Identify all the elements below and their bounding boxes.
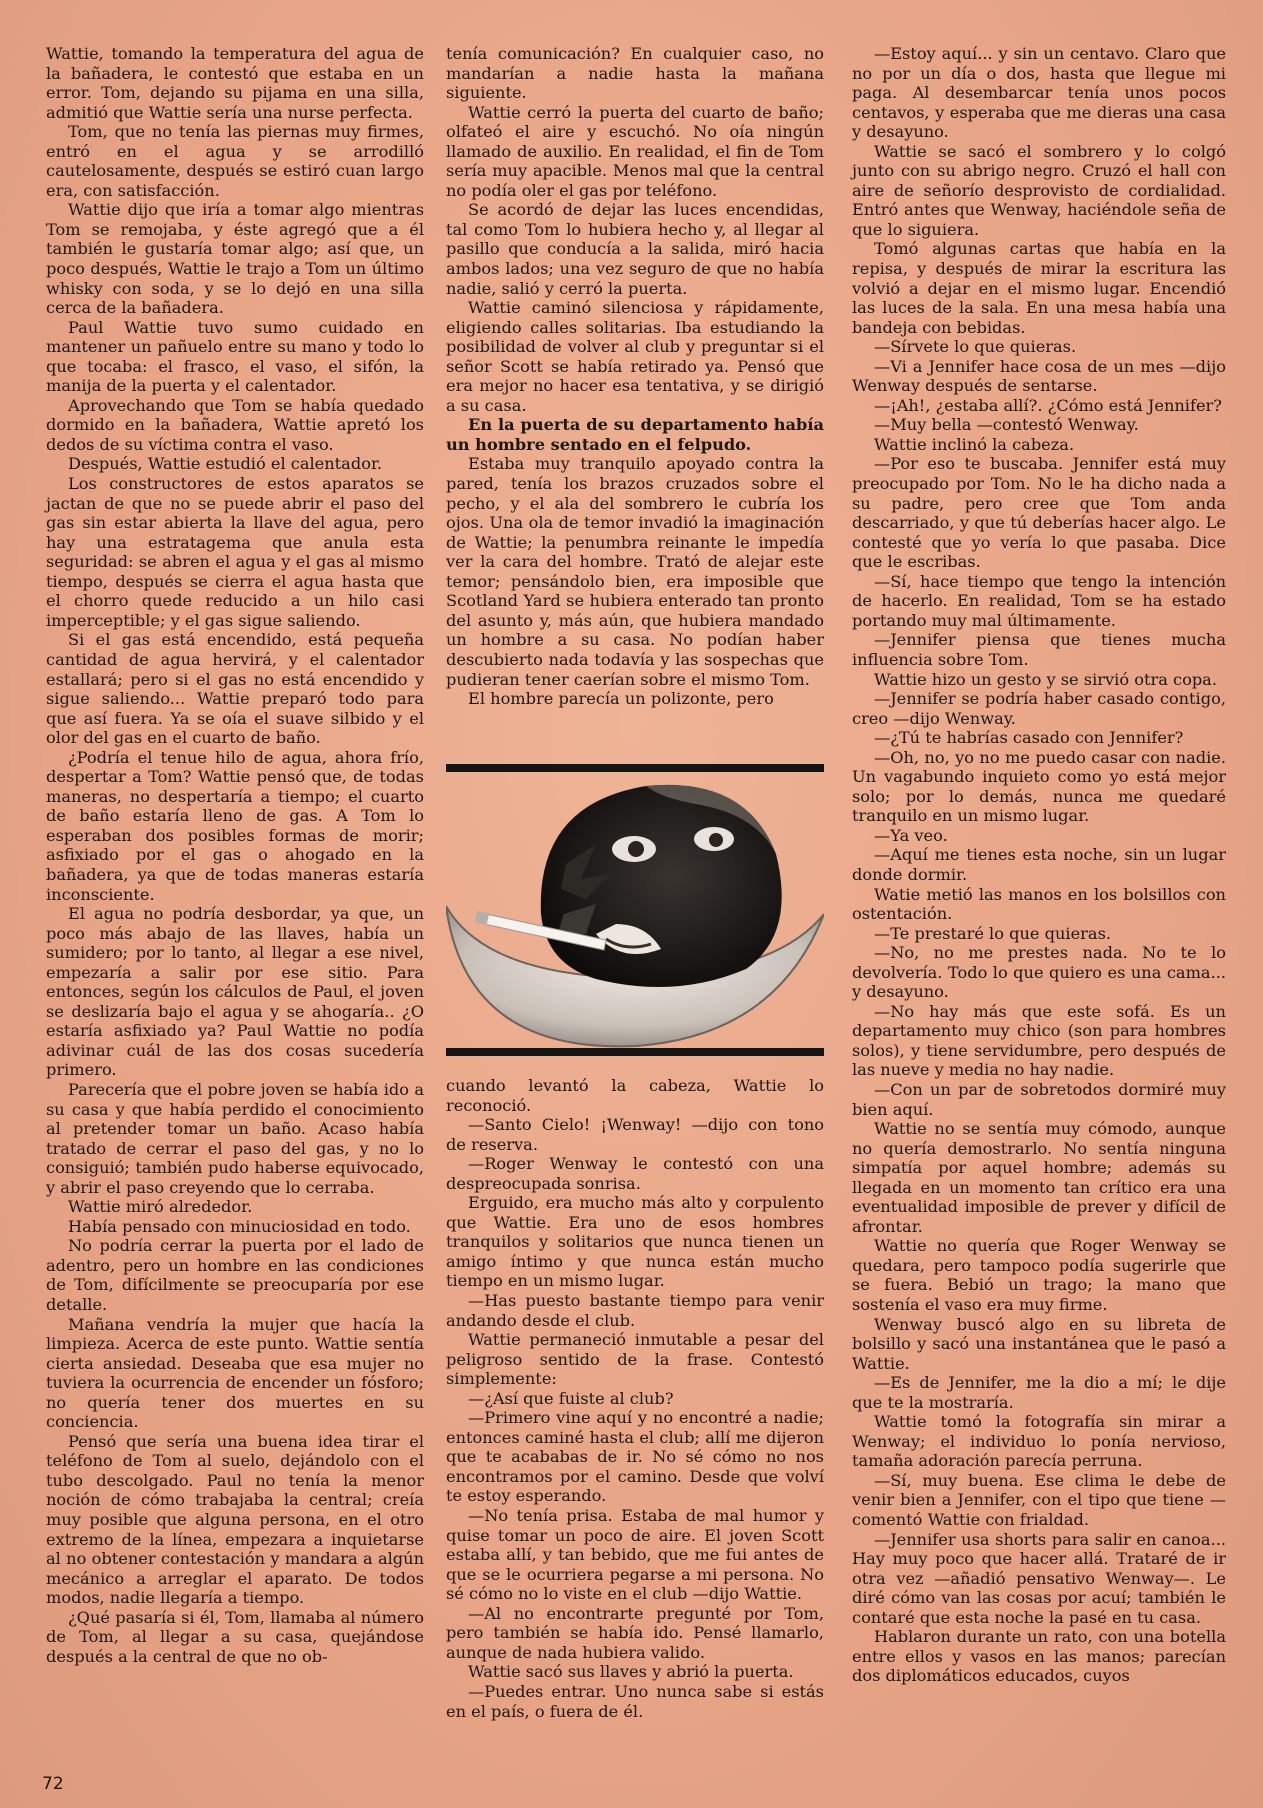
paragraph: Wattie cerró la puerta del cuarto de baño; olfateó el aire y escuchó. No oía ningún llamado de auxilio. En realidad, el fin de Tom sería muy apacible. Menos mal que la central no podía oler el gas por teléfono.	[446, 102, 824, 200]
paragraph: —Por eso te buscaba. Jennifer está muy preocupado por Tom. No le ha dicho nada a su padre, pero cree que Tom anda descarriado, y que tú deberías hacer algo. Le contesté que yo vería lo que pasaba. Dice que le escribas.	[852, 454, 1226, 572]
paragraph: —Roger Wenway le contestó con una despreocupada sonrisa.	[446, 1154, 824, 1193]
paragraph: —No hay más que este sofá. Es un departamento muy chico (son para hombres solos), y tiene servidumbre, pero después de las nueve y media no hay nadie.	[852, 1001, 1226, 1080]
section-lead: En la puerta de su departamento había un hombre sentado en el felpudo.	[446, 415, 824, 454]
paragraph: Hablaron durante un rato, con una botella entre ellos y vasos en las manos; parecían dos diplomáticos educados, cuyos	[852, 1627, 1226, 1686]
paragraph: No podría cerrar la puerta por el lado de adentro, pero un hombre en las condiciones de Tom, difícilmente se preocuparía por ese detalle.	[46, 1236, 424, 1314]
paragraph: Wattie hizo un gesto y se sirvió otra copa.	[874, 669, 1217, 689]
paragraph: —Jennifer usa shorts para salir en canoa... Hay muy poco que hacer allá. Trataré de ir otra vez —añadió pensativo Wenway—. Le diré cómo van las cosas por acuí; también le contaré que esta noche la pasé en tu casa.	[852, 1529, 1226, 1627]
paragraph: —¿Tú te habrías casado con Jennifer?	[874, 728, 1184, 748]
paragraph: Wattie permaneció inmutable a pesar del peligroso sentido de la frase. Contestó simplemente:	[446, 1330, 824, 1389]
masked-face-in-bowl-illustration	[446, 764, 824, 1056]
page-number: 72	[42, 1774, 64, 1794]
paragraph: —Oh, no, yo no me puedo casar con nadie. Un vagabundo inquieto como yo está mejor solo; por lo demás, nunca me quedaré tranquilo en un mismo lugar.	[852, 747, 1226, 826]
paragraph: Pensó que sería una buena idea tirar el teléfono de Tom al suelo, dejándolo con el tubo descolgado. Paul no tenía la menor noción de cómo trabajaba la central; creía muy posible que alguna persona, en el otro extremo de la línea, empezara a inquietarse al no obtener contestación y mandara a algún mecánico a arreglar el aparato. De todos modos, nadie llegaría a tiempo.	[46, 1431, 424, 1608]
paragraph: Erguido, era mucho más alto y corpulento que Wattie. Era uno de esos hombres tranquilos y solitarios que nunca tienen un amigo íntimo y que nunca están mucho tiempo en un mismo lugar.	[446, 1193, 824, 1291]
paragraph: —Sí, hace tiempo que tengo la intención de hacerlo. En realidad, Tom se ha estado portando muy mal últimamente.	[852, 571, 1226, 630]
paragraph: Aprovechando que Tom se había quedado dormido en la bañadera, Wattie apretó los dedos de su víctima contra el vaso.	[46, 395, 424, 454]
paragraph: —Es de Jennifer, me la dio a mí; le dije que te la mostraría.	[852, 1373, 1226, 1412]
paragraph: —Muy bella —contestó Wenway.	[874, 415, 1139, 435]
paragraph: Mañana vendría la mujer que hacía la limpieza. Acerca de este punto. Wattie sentía cierta ansiedad. Deseaba que esa mujer no tuviera la ocurrencia de encender un fósforo; no quería tener dos muertes en su conciencia.	[46, 1314, 424, 1432]
divider-rule	[446, 1048, 824, 1056]
paragraph: —Has puesto bastante tiempo para venir andando desde el club.	[446, 1291, 824, 1330]
paragraph: —Primero vine aquí y no encontré a nadie; entonces caminé hasta el club; allí me dijeron que te acababas de ir. No sé cómo no nos encontramos por el camino. Desde que volví te estoy esperando.	[446, 1408, 824, 1506]
paragraph: Wattie no quería que Roger Wenway se quedara, pero tampoco podía sugerirle que se fuera. Bebió un trago; la mano que sostenía el vaso era muy firme.	[852, 1236, 1226, 1314]
paragraph: El hombre parecía un polizonte, pero	[468, 689, 774, 709]
paragraph: —Sírvete lo que quieras.	[874, 337, 1077, 357]
paragraph: —Al no encontrarte pregunté por Tom, pero también se había ido. Pensé llamarlo, aunque de nada hubiera valido.	[446, 1603, 824, 1662]
paragraph: —No tenía prisa. Estaba de mal humor y quise tomar un poco de aire. El joven Scott estaba allí, y tan bebido, que me fui antes de que se le ocurriera pegarse a mi persona. No sé cómo no lo viste en el club —dijo Wattie.	[446, 1506, 824, 1604]
paragraph: —Puedes entrar. Uno nunca sabe si estás en el país, o fuera de él.	[446, 1681, 824, 1721]
paragraph: Wattie inclinó la cabeza.	[874, 434, 1075, 454]
paragraph: —Sí, muy buena. Ese clima le debe de venir bien a Jennifer, con el tipo que tiene —comentó Wattie con frialdad.	[852, 1470, 1226, 1530]
paragraph: Wattie no se sentía muy cómodo, aunque no quería demostrarlo. No sentía ninguna simpatía por aquel hombre; además su llegada en un momento tan crítico era una eventualidad imposible de prever y difícil de afrontar.	[852, 1119, 1226, 1236]
paragraph: —Con un par de sobretodos dormiré muy bien aquí.	[852, 1079, 1226, 1119]
paragraph: —Vi a Jennifer hace cosa de un mes —dijo Wenway después de sentarse.	[852, 356, 1226, 396]
paragraph: El agua no podría desbordar, ya que, un poco más abajo de las llaves, había un sumidero; por lo tanto, al llegar a ese nivel, empezaría a salir por ese sitio. Para entonces, según los cálculos de Paul, el joven se deslizaría bajo el agua y se ahogaría.. ¿O estaría asfixiado ya? Paul Wattie no podía adivinar cuál de las dos cosas sucedería primero.	[46, 904, 424, 1080]
text-column-middle-top	[446, 44, 824, 709]
paragraph: Estaba muy tranquilo apoyado contra la pared, tenía los brazos cruzados sobre el pecho, y el ala del sombrero le cubría los ojos. Una ola de temor invadió la imaginación de Wattie; la penumbra reinante le impedía ver la cara del hombre. Trató de alejar este temor; pensándolo bien, era imposible que Scotland Yard se hubiera enterado tan pronto del asunto y, más aún, que hubiera mandado un hombre a su casa. No podían haber descubierto nada todavía y las sospechas que pudieran tener caerían sobre el mismo Tom.	[446, 454, 824, 689]
paragraph: —¿Así que fuiste al club?	[468, 1388, 674, 1408]
paragraph: Watie metió las manos en los bolsillos con ostentación.	[852, 884, 1226, 924]
paragraph: Se acordó de dejar las luces encendidas, tal como Tom lo hubiera hecho y, al llegar al pasillo que conducía a la salida, miró hacia ambos lados; una vez seguro de que no había nadie, salió y cerró la puerta.	[446, 200, 824, 298]
paragraph: —Jennifer piensa que tienes mucha influencia sobre Tom.	[852, 630, 1226, 669]
text-column-middle-bottom	[446, 1076, 824, 1721]
illustration	[446, 764, 824, 1056]
paragraph: Si el gas está encendido, está pequeña cantidad de agua hervirá, y el calentador estallará; pero si el gas no está encendido y sigue saliendo... Wattie preparó todo para que así fuera. Ya se oía el suave silbido y el olor del gas en el cuarto de baño.	[46, 630, 424, 748]
paragraph: —No, no me prestes nada. No te lo devolvería. Todo lo que quiero es una cama... y desayuno.	[852, 943, 1226, 1002]
paragraph: Parecería que el pobre joven se había ido a su casa y que había perdido el conocimiento al pretender tomar un baño. Acaso había tratado de cerrar el paso del gas, y no lo consiguió; también pudo haberse equivocado, y abrir el paso creyendo que lo cerraba.	[46, 1079, 424, 1197]
paragraph: —Estoy aquí... y sin un centavo. Claro que no por un día o dos, hasta que llegue mi paga. Al desembarcar tenía unos pocos centavos, y esperaba que me dieras una casa y desayuno.	[852, 44, 1226, 142]
paragraph: —Jennifer se podría haber casado contigo, creo —dijo Wenway.	[852, 689, 1226, 728]
paragraph: Los constructores de estos aparatos se jactan de que no se puede abrir el paso del gas sin estar abierta la llave del agua, pero hay una estratagema que anula esta seguridad: se abren el agua y el gas al mismo tiempo, después se cierra el agua hasta que el chorro quede reducido a un hilo casi imperceptible; y el gas sigue saliendo.	[46, 474, 424, 630]
paragraph: Wenway buscó algo en su libreta de bolsillo y sacó una instantánea que le pasó a Wattie.	[852, 1314, 1226, 1373]
text-column-left	[46, 44, 424, 1666]
paragraph: Paul Wattie tuvo sumo cuidado en mantener un pañuelo entre su mano y todo lo que tocaba: el frasco, el vaso, el sifón, la manija de la puerta y el calentador.	[46, 317, 424, 396]
paragraph: cuando levantó la cabeza, Wattie lo reconoció.	[446, 1076, 824, 1115]
paragraph: —Te prestaré lo que quieras.	[874, 923, 1112, 943]
paragraph: Tomó algunas cartas que había en la repisa, y después de mirar la escritura las volvió a dejar en el mismo lugar. Encendió las luces de la sala. En una mesa había una bandeja con bebidas.	[852, 239, 1226, 337]
text-column-right	[852, 44, 1226, 1686]
paragraph: —¡Ah!, ¿estaba allí?. ¿Cómo está Jennifer?	[874, 395, 1222, 415]
paragraph: Había pensado con minuciosidad en todo.	[68, 1216, 411, 1236]
paragraph: Wattie se sacó el sombrero y lo colgó junto con su abrigo negro. Cruzó el hall con aire de señorío desprovisto de cordialidad. Entró antes que Wenway, haciéndole seña de que lo siguiera.	[852, 141, 1226, 239]
paragraph: Wattie miró alrededor.	[68, 1197, 253, 1217]
paragraph: Después, Wattie estudió el calentador.	[68, 454, 383, 474]
paragraph: ¿Podría el tenue hilo de agua, ahora frío, despertar a Tom? Wattie pensó que, de todas maneras, no despertaría a tiempo; el cuarto de baño estaría lleno de gas. A Tom lo esperaban dos posibles formas de morir; asfixiado por el gas o ahogado en la bañadera, ya que de todas maneras estaría inconsciente.	[46, 747, 424, 904]
paragraph: Wattie caminó silenciosa y rápidamente, eligiendo calles solitarias. Iba estudiando la posibilidad de volver al club y preguntar si el señor Scott se había retirado ya. Pensó que era mejor no hacer esa tentativa, y se dirigió a su casa.	[446, 298, 824, 415]
paragraph: —Aquí me tienes esta noche, sin un lugar donde dormir.	[852, 845, 1226, 884]
divider-rule	[446, 764, 824, 772]
paragraph: Wattie sacó sus llaves y abrió la puerta.	[468, 1662, 794, 1682]
paragraph: Wattie, tomando la temperatura del agua de la bañadera, le contestó que estaba en un error. Tom, dejando su pijama en una silla, admitió que Wattie sería una nurse perfecta.	[46, 44, 424, 122]
paragraph: —Ya veo.	[874, 825, 948, 845]
paragraph: —Santo Cielo! ¡Wenway! —dijo con tono de reserva.	[446, 1115, 824, 1154]
paragraph: Wattie dijo que iría a tomar algo mientras Tom se remojaba, y éste agregó que a él también le gustaría tomar algo; así que, un poco después, Wattie le trajo a Tom un último whisky con soda, y se lo dejó en una silla cerca de la bañadera.	[46, 200, 424, 318]
paragraph: Tom, que no tenía las piernas muy firmes, entró en el agua y se arrodilló cautelosamente, después se estiró cuan largo era, con satisfacción.	[46, 122, 424, 200]
paragraph: ¿Qué pasaría si él, Tom, llamaba al número de Tom, al llegar a su casa, quejándose después a la central de que no ob-	[46, 1607, 424, 1666]
paragraph: Wattie tomó la fotografía sin mirar a Wenway; el individuo lo ponía nervioso, tamaña adoración parecía perruna.	[852, 1412, 1226, 1471]
paragraph: tenía comunicación? En cualquier caso, no mandarían a nadie hasta la mañana siguiente.	[446, 44, 824, 103]
